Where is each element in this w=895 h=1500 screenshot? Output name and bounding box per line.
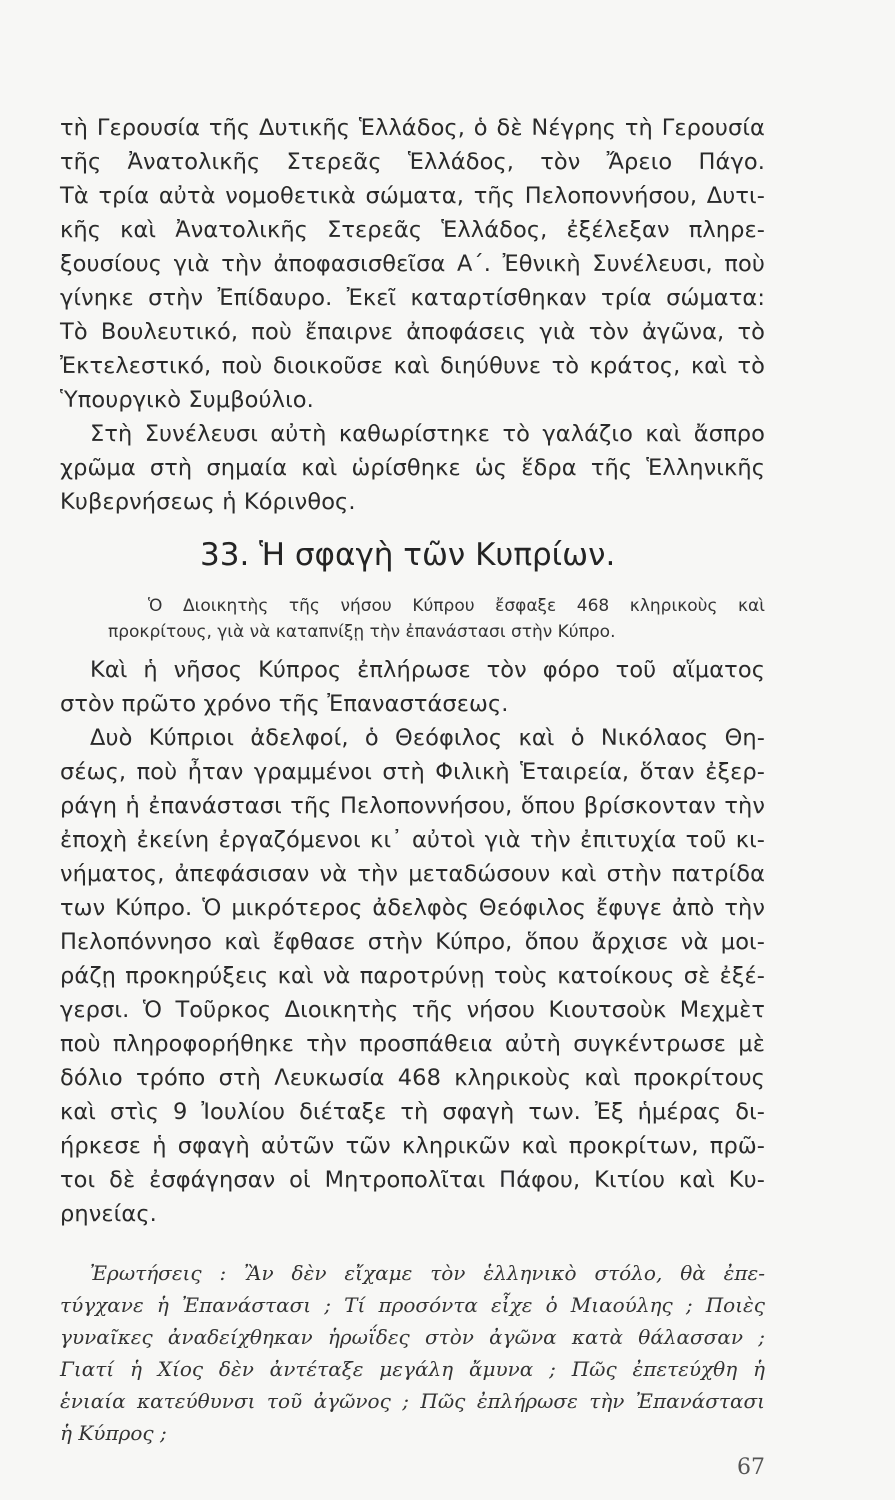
text-line: τὴ Γερουσία τῆς Δυτικῆς Ἑλλάδος, ὁ δὲ Νέγρης τὴ Γερουσία xyxy=(60,115,765,141)
summary-line: προκρίτους, γιὰ νὰ καταπνίξῃ τὴν ἐπανάστασι στὴν Κύπρο. xyxy=(108,622,616,642)
questions-line: τύγχανε ἡ Ἐπανάστασι ; Τί προσόντα εἶχε ὁ Μιαούλης ; Ποιὲς xyxy=(60,1293,765,1317)
text-line: τῆς Ἀνατολικῆς Στερεᾶς Ἑλλάδος, τὸν Ἄρειο Πάγο. xyxy=(60,149,765,175)
page-number: 67 xyxy=(737,1455,765,1480)
text-line: ήρκεσε ἡ σφαγὴ αὐτῶν τῶν κληρικῶν καὶ προκρίτων, πρῶ- xyxy=(60,1133,765,1159)
text-line: Ἐκτελεστικό, ποὺ διοικοῦσε καὶ διηύθυνε τὸ κράτος, καὶ τὸ xyxy=(60,353,765,379)
questions-line: ἑνιαία κατεύθυνσι τοῦ ἀγῶνος ; Πῶς ἐπλήρωσε τὴν Ἐπανάστασι xyxy=(60,1389,765,1413)
text-line: Τὰ τρία αὐτὰ νομοθετικὰ σώματα, τῆς Πελοποννήσου, Δυτι- xyxy=(60,183,765,209)
section-heading: 33. Ἡ σφαγὴ τῶν Κυπρίων. xyxy=(200,537,616,573)
text-line: γίνηκε στὴν Ἐπίδαυρο. Ἐκεῖ καταρτίσθηκαν τρία σώματα: xyxy=(60,285,765,311)
summary-line: Ὁ Διοικητὴς τῆς νήσου Κύπρου ἔσφαξε 468 κληρικοὺς καὶ xyxy=(148,596,765,616)
questions-line: ἡ Κύπρος ; xyxy=(60,1421,167,1445)
text-line: ράζῃ προκηρύξεις καὶ νὰ παροτρύνῃ τοὺς κατοίκους σὲ ἐξέ- xyxy=(60,963,765,989)
text-line: χρῶμα στὴ σημαία καὶ ὡρίσθηκε ὡς ἕδρα τῆς Ἑλληνικῆς xyxy=(60,455,765,481)
text-line: των Κύπρο. Ὁ μικρότερος ἀδελφὸς Θεόφιλος ἔφυγε ἀπὸ τὴν xyxy=(60,895,765,921)
questions-line: Ἐρωτήσεις : Ἂν δὲν εἴχαμε τὸν ἑλληνικὸ στόλο, θὰ ἐπε- xyxy=(90,1261,765,1285)
text-line: καὶ στὶς 9 Ἰουλίου διέταξε τὴ σφαγὴ των. Ἐξ ἡμέρας δι- xyxy=(60,1099,765,1125)
text-line: ποὺ πληροφορήθηκε τὴν προσπάθεια αὐτὴ συγκέντρωσε μὲ xyxy=(60,1031,765,1057)
text-line: σέως, ποὺ ἦταν γραμμένοι στὴ Φιλικὴ Ἑταιρεία, ὅταν ἐξερ- xyxy=(60,759,765,785)
text-line: στὸν πρῶτο χρόνο τῆς Ἐπαναστάσεως. xyxy=(60,691,509,717)
text-line: δόλιο τρόπο στὴ Λευκωσία 468 κληρικοὺς καὶ προκρίτους xyxy=(60,1065,765,1091)
text-line: ρηνείας. xyxy=(60,1201,157,1227)
text-line: κῆς καὶ Ἀνατολικῆς Στερεᾶς Ἑλλάδος, ἐξέλεξαν πληρε- xyxy=(60,217,765,243)
questions-line: γυναῖκες ἀναδείχθηκαν ἡρωΐδες στὸν ἀγῶνα κατὰ θάλασσαν ; xyxy=(60,1325,765,1349)
text-line: τοι δὲ ἐσφάγησαν οἱ Μητροπολῖται Πάφου, Κιτίου καὶ Κυ- xyxy=(60,1167,765,1193)
text-line: Τὸ Βουλευτικό, ποὺ ἔπαιρνε ἀποφάσεις γιὰ τὸν ἀγῶνα, τὸ xyxy=(60,319,765,345)
text-line: Κυβερνήσεως ἡ Κόρινθος. xyxy=(60,489,356,515)
questions-line: Γιατί ἡ Χίος δὲν ἀντέταξε μεγάλη ἄμυνα ; Πῶς ἐπετεύχθη ἡ xyxy=(60,1357,765,1381)
text-line: ξουσίους γιὰ τὴν ἀποφασισθεῖσα Α΄. Ἐθνικὴ Συνέλευσι, ποὺ xyxy=(60,251,765,277)
text-line: Καὶ ἡ νῆσος Κύπρος ἐπλήρωσε τὸν φόρο τοῦ αἵματος xyxy=(90,657,765,683)
text-line: ράγη ἡ ἐπανάστασι τῆς Πελοποννήσου, ὅπου βρίσκονταν τὴν xyxy=(60,793,765,819)
text-line: νήματος, ἀπεφάσισαν νὰ τὴν μεταδώσουν καὶ στὴν πατρίδα xyxy=(60,861,765,887)
text-line: Ὑπουργικὸ Συμβούλιο. xyxy=(60,387,314,413)
text-line: Πελοπόννησο καὶ ἔφθασε στὴν Κύπρο, ὅπου ἄρχισε νὰ μοι- xyxy=(60,929,765,955)
text-line: Δυὸ Κύπριοι ἀδελφοί, ὁ Θεόφιλος καὶ ὁ Νικόλαος Θη- xyxy=(90,725,765,751)
text-line: Στὴ Συνέλευσι αὐτὴ καθωρίστηκε τὸ γαλάζιο καὶ ἄσπρο xyxy=(90,421,765,447)
text-line: ἐποχὴ ἐκείνη ἐργαζόμενοι κι᾽ αὐτοὶ γιὰ τὴν ἐπιτυχία τοῦ κι- xyxy=(60,827,765,853)
text-line: γερσι. Ὁ Τοῦρκος Διοικητὴς τῆς νήσου Κιουτσοὺκ Μεχμὲτ xyxy=(60,997,765,1023)
